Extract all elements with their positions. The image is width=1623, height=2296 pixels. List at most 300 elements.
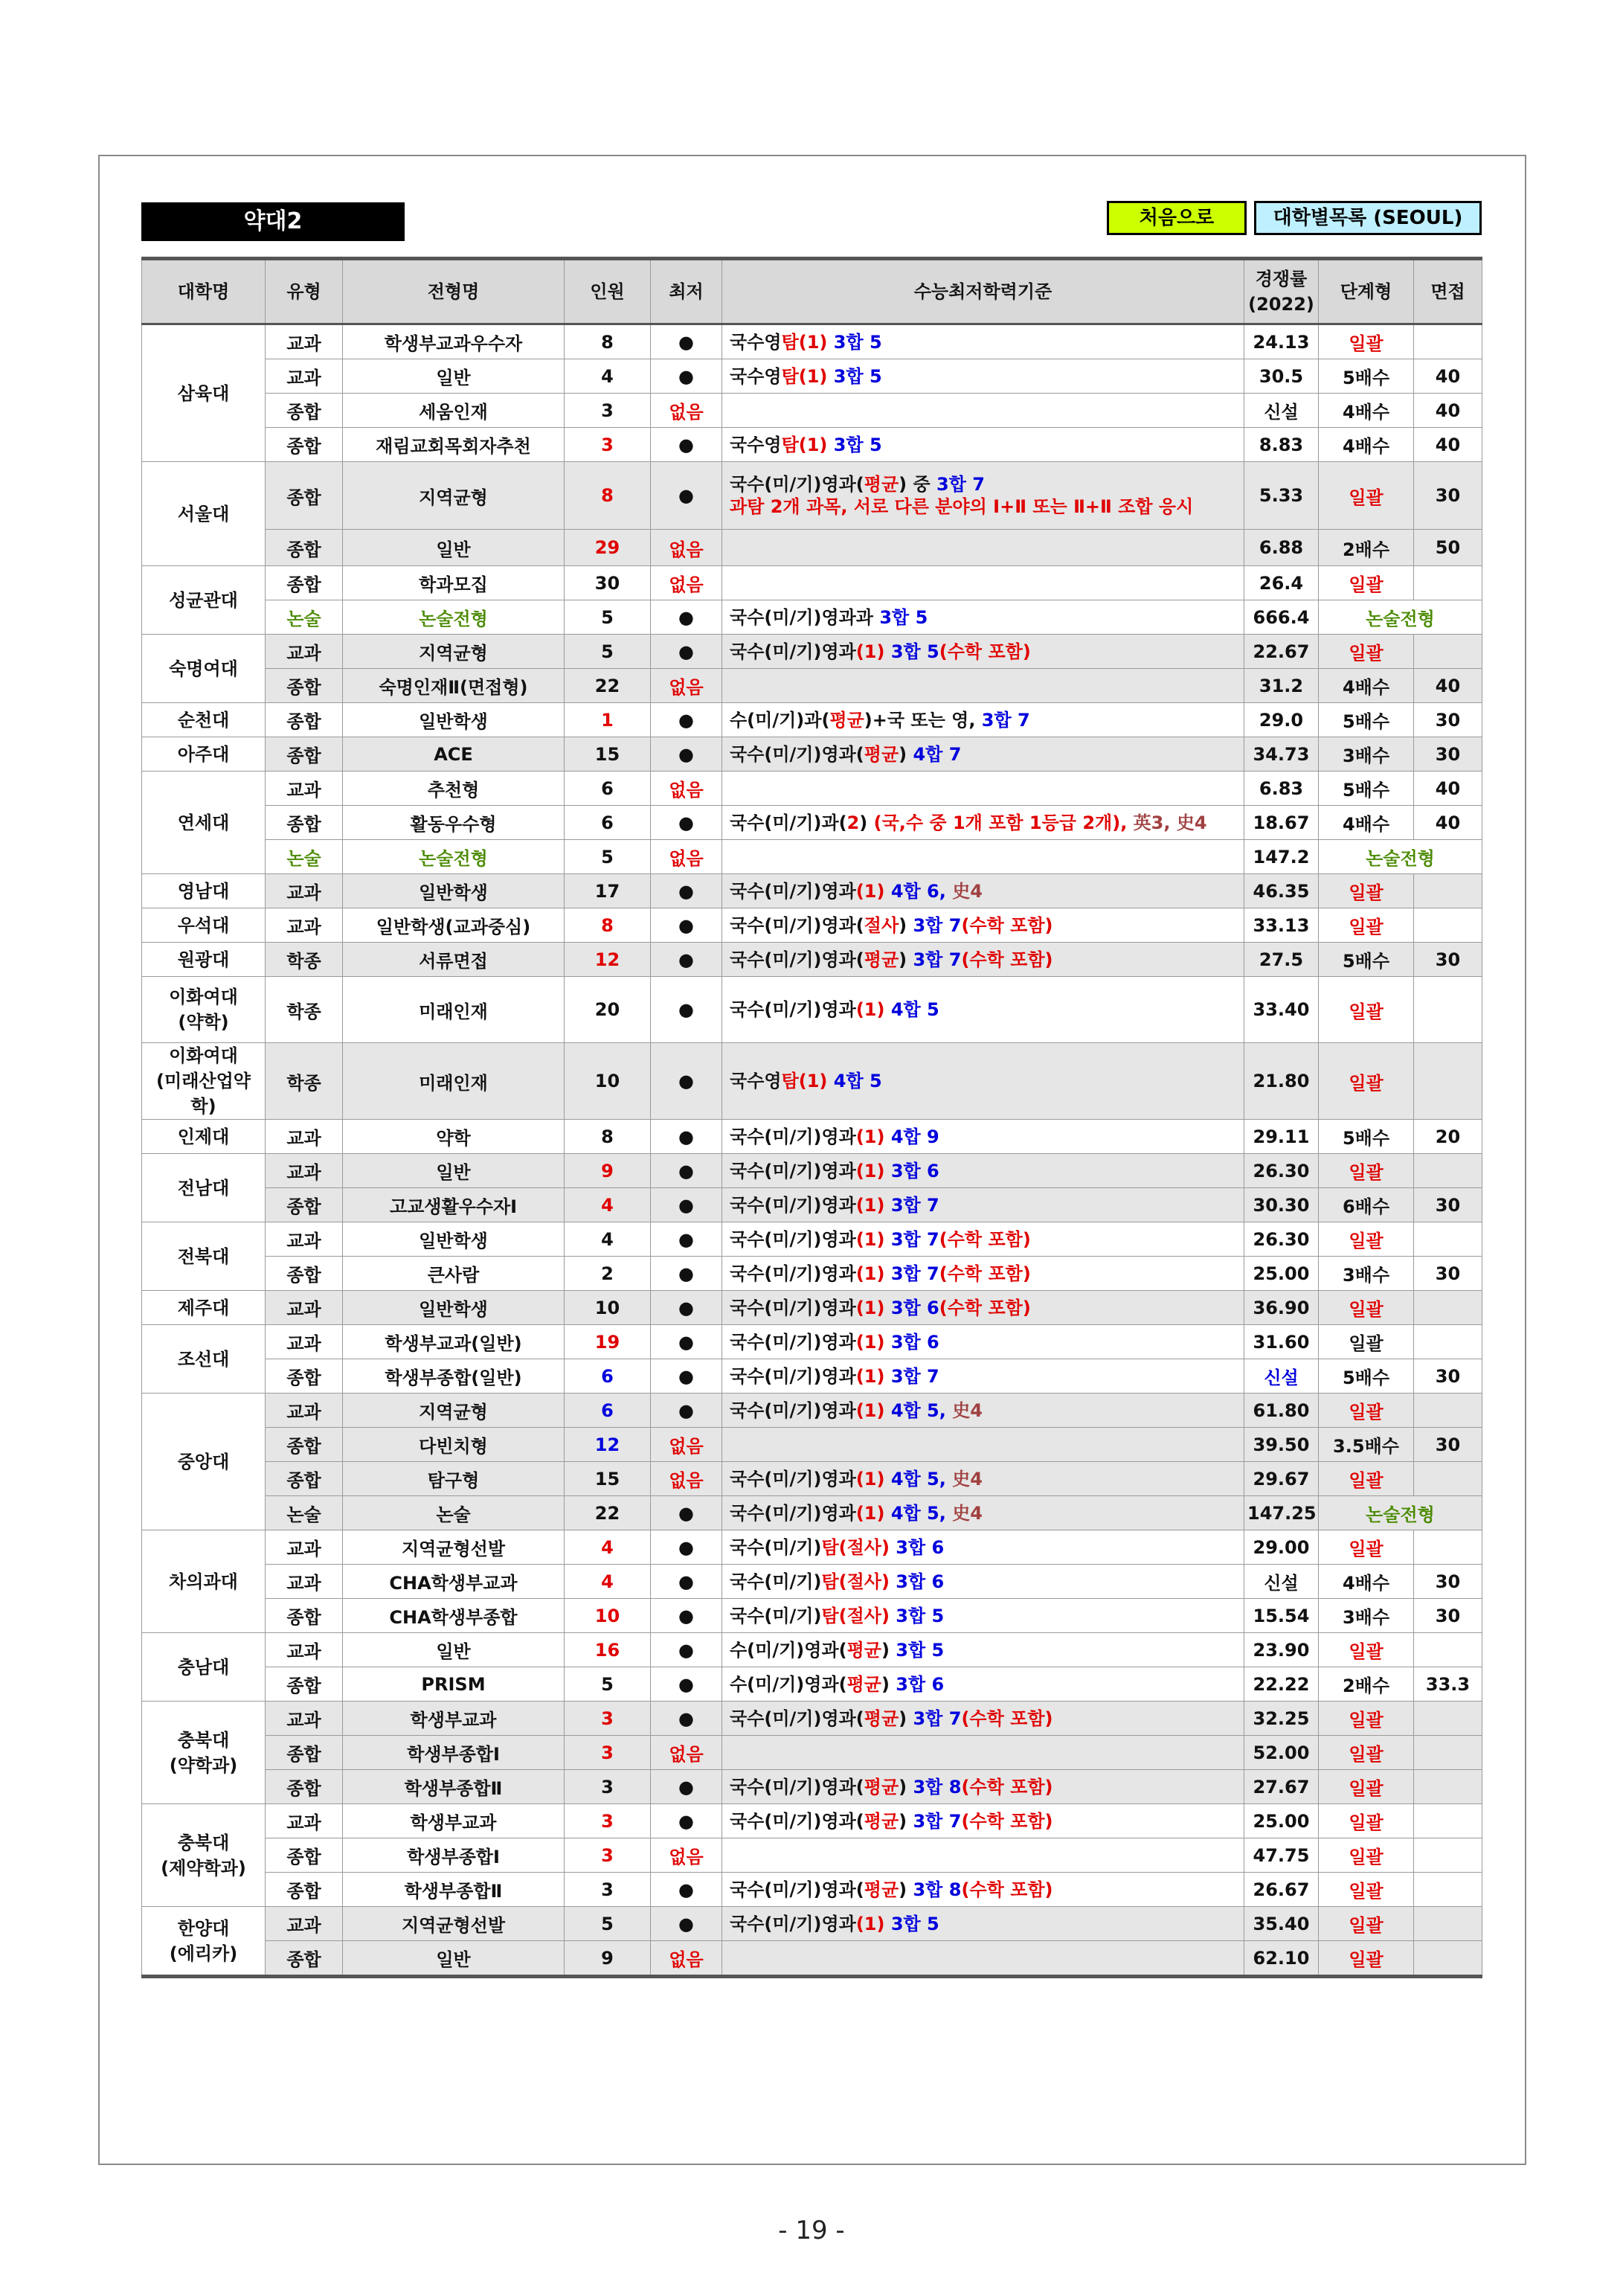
standard-segment: 3합 8: [913, 1879, 962, 1900]
table-row: [142, 977, 1482, 1043]
standard-segment: (수학 포함): [961, 1776, 1053, 1798]
minimum-flag: ●: [651, 908, 722, 943]
track-name: 활동우수형: [343, 806, 565, 840]
standard-segment: 3합 7: [890, 1228, 939, 1250]
csat-minimum-standard: [722, 1222, 1244, 1257]
page-number: - 19 -: [778, 2216, 845, 2245]
stage-type: 일괄: [1319, 1154, 1414, 1188]
standard-segment: 3합 7: [913, 1707, 962, 1729]
csat-minimum-standard: [722, 1462, 1244, 1496]
quota: 22: [565, 669, 651, 703]
competition-rate: 31.60: [1244, 1325, 1319, 1359]
standard-segment: ): [899, 1810, 913, 1832]
csat-minimum-standard: [722, 1530, 1244, 1565]
standard-segment: 탐(1): [781, 365, 828, 387]
competition-rate: 52.00: [1244, 1736, 1319, 1770]
quota: 9: [565, 1154, 651, 1188]
minimum-flag: ●: [651, 1496, 722, 1530]
university-name: 중앙대: [142, 1394, 266, 1530]
csat-minimum-standard: [722, 1873, 1244, 1907]
interview-ratio: [1414, 1394, 1482, 1428]
track-name: 학생부종합Ⅱ: [343, 1873, 565, 1907]
admission-type: 종합: [266, 566, 343, 600]
table-row: [142, 1804, 1482, 1838]
table-row: [142, 703, 1482, 737]
standard-segment: 평균: [829, 709, 864, 731]
table-row: [142, 428, 1482, 462]
admission-type: 학종: [266, 1043, 343, 1120]
table-row: [142, 806, 1482, 840]
standard-segment: 국수(미/기)영과(: [730, 1776, 864, 1798]
interview-ratio: [1414, 1222, 1482, 1257]
standard-segment: 국수(미/기)영과(: [730, 1810, 864, 1832]
csat-minimum-standard: [722, 1770, 1244, 1804]
competition-rate: 27.5: [1244, 943, 1319, 977]
minimum-flag: ●: [651, 1394, 722, 1428]
standard-segment: 史4: [952, 1399, 983, 1421]
table-row: [142, 359, 1482, 394]
minimum-flag: 없음: [651, 530, 722, 566]
minimum-flag: ●: [651, 1359, 722, 1394]
interview-ratio: 30: [1414, 943, 1482, 977]
stage-type: 일괄: [1319, 908, 1414, 943]
interview-ratio: [1414, 1736, 1482, 1770]
admission-type: 종합: [266, 530, 343, 566]
university-name: 영남대: [142, 874, 266, 908]
table-row: [142, 669, 1482, 703]
stage-type: 5배수: [1319, 359, 1414, 394]
university-name: 인제대: [142, 1120, 266, 1154]
track-name: 지역균형선발: [343, 1530, 565, 1565]
competition-rate: 29.67: [1244, 1462, 1319, 1496]
table-row: [142, 462, 1482, 530]
standard-segment: 3합 5: [890, 641, 939, 662]
csat-minimum-standard: [722, 566, 1244, 600]
minimum-flag: ●: [651, 600, 722, 635]
standard-segment: 3합 7: [890, 1263, 939, 1284]
minimum-flag: ●: [651, 806, 722, 840]
standard-segment: 수(미/기)영과(: [730, 1639, 847, 1661]
minimum-flag: 없음: [651, 1428, 722, 1462]
minimum-flag: 없음: [651, 772, 722, 806]
standard-segment: (수학 포함): [939, 1297, 1031, 1318]
table-row: [142, 1496, 1482, 1530]
admission-type: 학종: [266, 977, 343, 1043]
competition-rate: 147.2: [1244, 840, 1319, 874]
csat-minimum-standard: [722, 635, 1244, 669]
interview-ratio: [1414, 1770, 1482, 1804]
interview-ratio: [1414, 1838, 1482, 1873]
standard-segment: 史4: [952, 1502, 983, 1524]
standard-segment: 국수영: [730, 434, 782, 455]
standard-segment: 국수(미/기)영과(: [730, 949, 864, 970]
minimum-flag: ●: [651, 943, 722, 977]
table-row: [142, 1043, 1482, 1120]
stage-type: 일괄: [1319, 1530, 1414, 1565]
competition-rate: 26.30: [1244, 1222, 1319, 1257]
stage-type: 4배수: [1319, 428, 1414, 462]
standard-segment: 국수(미/기)영과과: [730, 606, 880, 628]
standard-segment: (1): [855, 1160, 891, 1181]
stage-type: 일괄: [1319, 1325, 1414, 1359]
minimum-flag: ●: [651, 1702, 722, 1736]
standard-segment: 국수영: [730, 365, 782, 387]
home-button[interactable]: 처음으로: [1107, 201, 1247, 235]
quota: 12: [565, 943, 651, 977]
university-name: 아주대: [142, 737, 266, 772]
csat-minimum-standard: [722, 1359, 1244, 1394]
competition-rate: 27.67: [1244, 1770, 1319, 1804]
admission-type: 교과: [266, 1633, 343, 1667]
competition-rate: 29.00: [1244, 1530, 1319, 1565]
standard-segment: 英3, 史4: [1127, 812, 1207, 833]
standard-segment: (1): [855, 999, 891, 1020]
standard-segment: (수학 포함): [961, 1707, 1053, 1729]
stage-type: 4배수: [1319, 394, 1414, 428]
university-name: 제주대: [142, 1291, 266, 1325]
admission-type: 종합: [266, 1770, 343, 1804]
csat-minimum-standard: [722, 977, 1244, 1043]
standard-segment: (수학 포함): [939, 1228, 1031, 1250]
header-type: 유형: [266, 259, 343, 324]
csat-minimum-standard: [722, 1394, 1244, 1428]
track-name: 학생부종합Ⅰ: [343, 1838, 565, 1873]
csat-minimum-standard: [722, 1941, 1244, 1977]
competition-rate: 29.11: [1244, 1120, 1319, 1154]
competition-rate: 30.5: [1244, 359, 1319, 394]
competition-rate: 61.80: [1244, 1394, 1319, 1428]
standard-segment: (1): [855, 641, 891, 662]
quota: 22: [565, 1496, 651, 1530]
standard-segment: 국수(미/기): [730, 1536, 822, 1558]
csat-minimum-standard: [722, 840, 1244, 874]
minimum-flag: 없음: [651, 1838, 722, 1873]
standard-segment: 4합 5,: [890, 1468, 953, 1489]
interview-ratio: 30: [1414, 1428, 1482, 1462]
track-name: 논술전형: [343, 840, 565, 874]
track-name: 세움인재: [343, 394, 565, 428]
csat-minimum-standard: [722, 669, 1244, 703]
standard-segment: (1): [855, 1365, 891, 1387]
standard-segment: 국수(미/기)영과: [730, 999, 856, 1020]
quota: 30: [565, 566, 651, 600]
quota: 4: [565, 1530, 651, 1565]
stage-type: 일괄: [1319, 1736, 1414, 1770]
standard-segment: 3합 7: [981, 709, 1030, 731]
university-name: 조선대: [142, 1325, 266, 1394]
table-row: [142, 1736, 1482, 1770]
interview-ratio: [1414, 1941, 1482, 1977]
standard-segment: 국수영: [730, 1071, 782, 1091]
table-row: [142, 1838, 1482, 1873]
admission-type: 교과: [266, 1804, 343, 1838]
standard-segment: 3합 5: [827, 365, 882, 387]
track-name: 학생부교과: [343, 1804, 565, 1838]
track-name: 추천형: [343, 772, 565, 806]
standard-segment: 평균: [864, 1879, 899, 1900]
quota: 2: [565, 1257, 651, 1291]
university-name: 충북대 (제약학과): [142, 1804, 266, 1907]
minimum-flag: 없음: [651, 840, 722, 874]
table-row: [142, 566, 1482, 600]
standard-segment: 국수(미/기)영과: [730, 1263, 856, 1284]
interview-ratio: [1414, 1873, 1482, 1907]
admission-type: 교과: [266, 359, 343, 394]
admission-type: 교과: [266, 1154, 343, 1188]
track-name: 일반: [343, 1941, 565, 1977]
header-stage: 단계형: [1319, 259, 1414, 324]
standard-segment: ): [899, 949, 913, 970]
stage-type: 일괄: [1319, 1941, 1414, 1977]
interview-ratio: [1414, 874, 1482, 908]
admission-type: 교과: [266, 1702, 343, 1736]
csat-minimum-standard: [722, 737, 1244, 772]
standard-segment: 3합 7: [890, 1365, 939, 1387]
admission-type: 종합: [266, 1941, 343, 1977]
university-name: 충북대 (약학과): [142, 1702, 266, 1804]
admission-type: 교과: [266, 1394, 343, 1428]
quota: 12: [565, 1428, 651, 1462]
standard-segment: (수학 포함): [961, 949, 1053, 970]
track-name: 지역균형: [343, 462, 565, 530]
track-name: 서류면접: [343, 943, 565, 977]
header-quota: 인원: [565, 259, 651, 324]
standard-segment: 탐(1): [781, 434, 828, 455]
standard-segment: 수(미/기)영과(: [730, 1673, 847, 1695]
minimum-flag: ●: [651, 977, 722, 1043]
competition-rate: 15.54: [1244, 1599, 1319, 1633]
quota: 3: [565, 1873, 651, 1907]
standard-segment: 국수(미/기)영과: [730, 1331, 856, 1353]
university-name: 숙명여대: [142, 635, 266, 703]
csat-minimum-standard: [722, 1907, 1244, 1941]
stage-type: 일괄: [1319, 1394, 1414, 1428]
competition-rate: 31.2: [1244, 669, 1319, 703]
admission-type: 교과: [266, 874, 343, 908]
table-row: [142, 324, 1482, 359]
stage-type: 3.5배수: [1319, 1428, 1414, 1462]
csat-minimum-standard: [722, 943, 1244, 977]
quota: 3: [565, 1702, 651, 1736]
standard-segment: (1): [855, 1263, 891, 1284]
csat-minimum-standard: [722, 1154, 1244, 1188]
admission-type: 종합: [266, 737, 343, 772]
stage-type: 일괄: [1319, 977, 1414, 1043]
table-row: [142, 1873, 1482, 1907]
minimum-flag: 없음: [651, 566, 722, 600]
standard-segment: (1): [855, 1228, 891, 1250]
csat-minimum-standard: 국수(미/기)영과(평균) 중 3합 7 과탐 2개 과목, 서로 다른 분야의 Ⅰ+Ⅱ 또는 Ⅱ+Ⅱ 조합 응시: [722, 462, 1244, 530]
table-row: [142, 1702, 1482, 1736]
standard-segment: 3합 5: [889, 1605, 945, 1626]
quota: 3: [565, 1804, 651, 1838]
table-row: [142, 874, 1482, 908]
table-row: [142, 1257, 1482, 1291]
csat-minimum-standard: [722, 1291, 1244, 1325]
standard-segment: 탐(절사): [821, 1536, 890, 1558]
table-row: [142, 1599, 1482, 1633]
competition-rate: 6.83: [1244, 772, 1319, 806]
csat-minimum-standard: [722, 1633, 1244, 1667]
standard-segment: 평균: [846, 1673, 881, 1695]
header-minimum: 최저: [651, 259, 722, 324]
track-name: 일반학생: [343, 703, 565, 737]
admission-type: 종합: [266, 1838, 343, 1873]
stage-type: 일괄: [1319, 874, 1414, 908]
competition-rate: 29.0: [1244, 703, 1319, 737]
csat-minimum-standard: [722, 703, 1244, 737]
competition-rate: 22.22: [1244, 1667, 1319, 1702]
standard-segment: 국수(미/기)영과: [730, 1365, 856, 1387]
standard-segment: 국수(미/기)과(: [730, 812, 847, 833]
standard-segment: 3합 5: [896, 1639, 945, 1661]
stage-type: 5배수: [1319, 1359, 1414, 1394]
standard-segment: 국수(미/기)영과: [730, 1468, 856, 1489]
standard-segment: (국,수 중 1개 포함 1등급 2개),: [873, 812, 1128, 833]
university-name: 연세대: [142, 772, 266, 874]
admission-type: 종합: [266, 1599, 343, 1633]
track-name: 숙명인재Ⅱ(면접형): [343, 669, 565, 703]
standard-segment: 탐(1): [781, 1071, 828, 1091]
standard-segment: 史4: [952, 1468, 983, 1489]
csat-minimum-standard: [722, 359, 1244, 394]
university-name: 원광대: [142, 943, 266, 977]
stage-type: 일괄: [1319, 1462, 1414, 1496]
quota: 3: [565, 1736, 651, 1770]
admission-type: 교과: [266, 1222, 343, 1257]
standard-segment: (1): [855, 1331, 891, 1353]
admission-type: 종합: [266, 462, 343, 530]
stage-type: 논술전형: [1319, 600, 1482, 635]
quota: 8: [565, 908, 651, 943]
csat-minimum-standard: [722, 908, 1244, 943]
table-row: [142, 908, 1482, 943]
standard-segment: 국수(미/기)영과: [730, 641, 856, 662]
interview-ratio: [1414, 324, 1482, 359]
quota: 5: [565, 600, 651, 635]
stage-type: 3배수: [1319, 1599, 1414, 1633]
standard-segment: 국수(미/기)영과: [730, 1126, 856, 1147]
quota: 19: [565, 1325, 651, 1359]
header-university: 대학명: [142, 259, 266, 324]
quota: 1: [565, 703, 651, 737]
standard-segment: 수(미/기)과(: [730, 709, 830, 731]
admission-type: 교과: [266, 635, 343, 669]
track-name: 학생부교과(일반): [343, 1325, 565, 1359]
admission-type: 교과: [266, 1291, 343, 1325]
minimum-flag: ●: [651, 324, 722, 359]
interview-ratio: 30: [1414, 462, 1482, 530]
university-list-button[interactable]: 대학별목록 (SEOUL): [1254, 201, 1482, 235]
stage-type: 5배수: [1319, 943, 1414, 977]
interview-ratio: 40: [1414, 359, 1482, 394]
stage-type: 4배수: [1319, 669, 1414, 703]
quota: 6: [565, 1359, 651, 1394]
standard-segment: 탐(1): [781, 331, 828, 353]
admission-type: 교과: [266, 1120, 343, 1154]
stage-type: 5배수: [1319, 703, 1414, 737]
standard-segment: 3합 6: [889, 1536, 945, 1558]
stage-type: 일괄: [1319, 1702, 1414, 1736]
standard-segment: )+국 또는 영,: [864, 709, 982, 731]
minimum-flag: ●: [651, 1043, 722, 1120]
competition-rate: 8.83: [1244, 428, 1319, 462]
admission-type: 종합: [266, 1257, 343, 1291]
minimum-flag: 없음: [651, 669, 722, 703]
interview-ratio: 40: [1414, 394, 1482, 428]
track-name: 학생부종합Ⅰ: [343, 1736, 565, 1770]
competition-rate: 33.40: [1244, 977, 1319, 1043]
standard-segment: 4합 5: [890, 999, 939, 1020]
competition-rate: 35.40: [1244, 1907, 1319, 1941]
table-row: [142, 1565, 1482, 1599]
quota: 3: [565, 1770, 651, 1804]
standard-segment: 3합 8: [913, 1776, 962, 1798]
stage-type: 2배수: [1319, 530, 1414, 566]
minimum-flag: ●: [651, 1325, 722, 1359]
quota: 4: [565, 1565, 651, 1599]
competition-rate: 62.10: [1244, 1941, 1319, 1977]
minimum-flag: ●: [651, 1804, 722, 1838]
interview-ratio: [1414, 566, 1482, 600]
interview-ratio: [1414, 1325, 1482, 1359]
interview-ratio: [1414, 977, 1482, 1043]
quota: 16: [565, 1633, 651, 1667]
track-name: ACE: [343, 737, 565, 772]
csat-minimum-standard: [722, 1736, 1244, 1770]
standard-segment: 탐(절사): [821, 1605, 890, 1626]
standard-segment: ): [899, 1707, 913, 1729]
interview-ratio: 40: [1414, 669, 1482, 703]
track-name: 고교생활우수자Ⅰ: [343, 1188, 565, 1222]
standard-segment: 4합 9: [890, 1126, 939, 1147]
admission-type: 종합: [266, 428, 343, 462]
table-row: [142, 635, 1482, 669]
admission-type: 논술: [266, 1496, 343, 1530]
interview-ratio: 40: [1414, 806, 1482, 840]
quota: 8: [565, 462, 651, 530]
admission-type: 종합: [266, 806, 343, 840]
interview-ratio: [1414, 1154, 1482, 1188]
table-row: [142, 1462, 1482, 1496]
standard-segment: (1): [855, 1502, 891, 1524]
minimum-flag: 없음: [651, 1736, 722, 1770]
interview-ratio: 30: [1414, 1188, 1482, 1222]
track-name: 학생부종합Ⅱ: [343, 1770, 565, 1804]
track-name: CHA학생부종합: [343, 1599, 565, 1633]
standard-segment: 3합 5: [827, 434, 882, 455]
standard-segment: (1): [855, 880, 891, 902]
minimum-flag: 없음: [651, 1941, 722, 1977]
competition-rate: 신설: [1244, 394, 1319, 428]
standard-segment: 4합 5: [827, 1071, 882, 1091]
track-name: 다빈치형: [343, 1428, 565, 1462]
competition-rate: 30.30: [1244, 1188, 1319, 1222]
standard-segment: 국수(미/기)영과: [730, 1160, 856, 1181]
university-name: 차의과대: [142, 1530, 266, 1633]
csat-minimum-standard: [722, 1188, 1244, 1222]
track-name: 큰사람: [343, 1257, 565, 1291]
stage-type: 3배수: [1319, 1257, 1414, 1291]
standard-segment: 4합 5,: [890, 1502, 953, 1524]
standard-segment: (1): [855, 1468, 891, 1489]
track-name: 일반학생: [343, 1222, 565, 1257]
admission-type: 논술: [266, 840, 343, 874]
admissions-table: [141, 257, 1482, 1978]
quota: 6: [565, 1394, 651, 1428]
stage-type: 일괄: [1319, 635, 1414, 669]
standard-segment: 평균: [846, 1639, 881, 1661]
